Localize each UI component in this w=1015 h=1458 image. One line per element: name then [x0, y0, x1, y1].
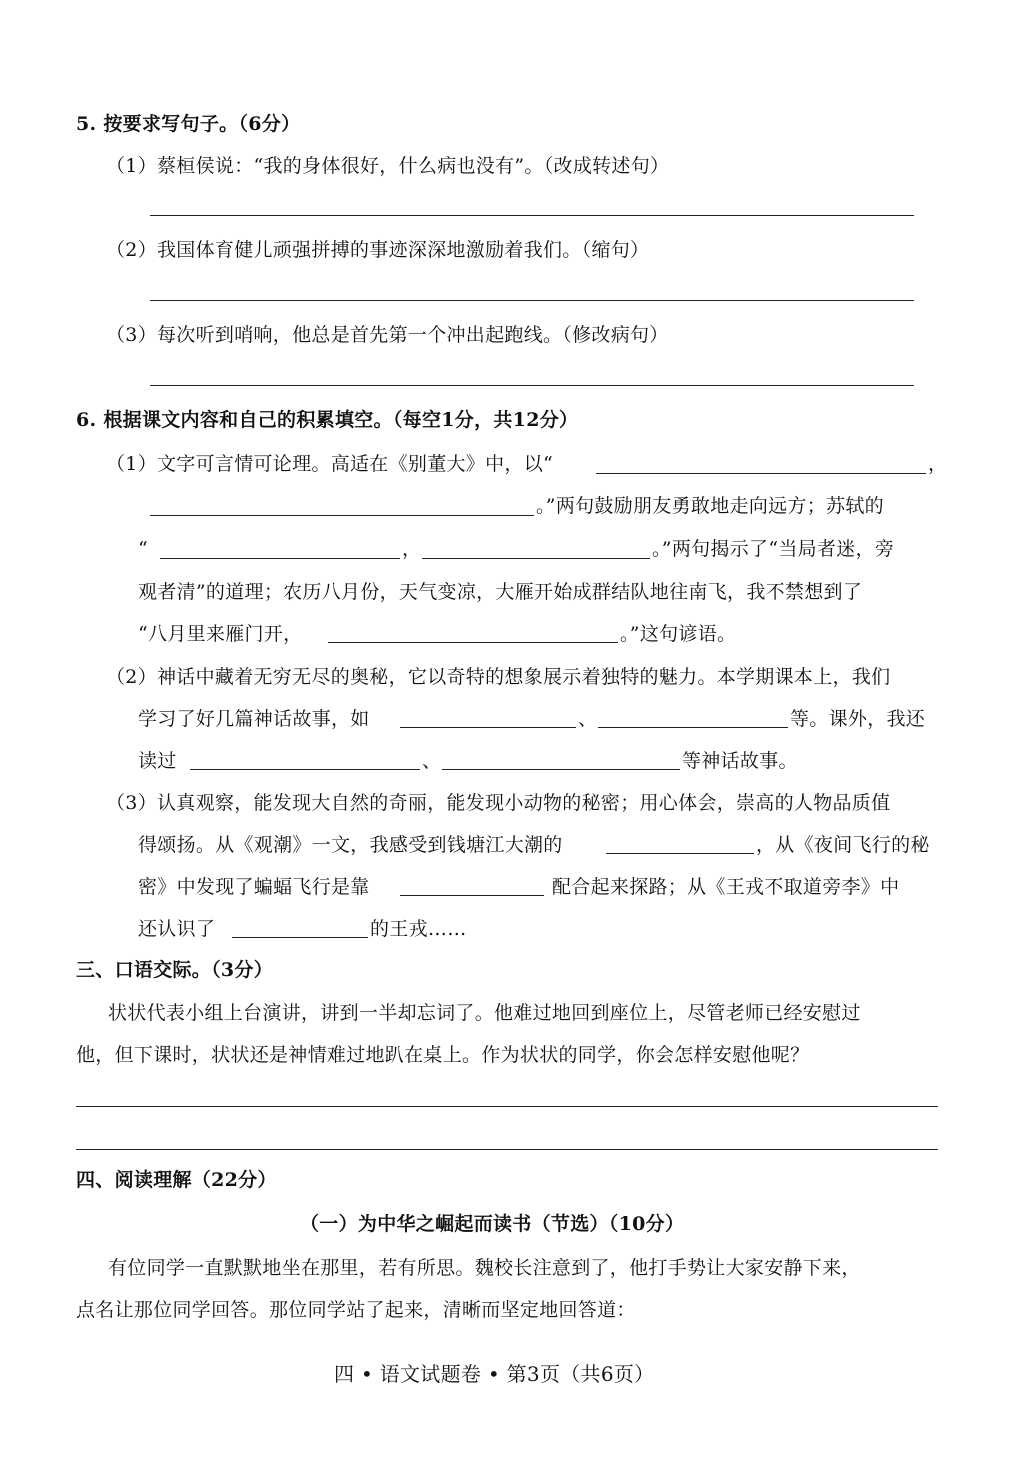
punct: 、	[578, 708, 598, 730]
answer-line[interactable]	[150, 215, 914, 216]
s4-line: 有位同学一直默默地坐在那里，若有所思。魏校长注意到了，他打手势让大家安静下来，	[108, 1257, 861, 1279]
answer-line[interactable]	[150, 300, 914, 301]
punct: 、	[422, 750, 442, 772]
fill-blank[interactable]	[422, 558, 650, 559]
punct: ，	[402, 538, 422, 560]
page-footer: 四 • 语文试题卷 • 第3页（共6页）	[334, 1362, 655, 1386]
q6-p1-text: “八月里来雁门开，	[138, 623, 303, 645]
q6-title: 6. 根据课文内容和自己的积累填空。（每空1分，共12分）	[76, 409, 579, 431]
q6-p3-text: 还认识了	[138, 918, 216, 940]
q6-p1-text: 。”这句谚语。	[620, 623, 737, 645]
q6-p2-text: 等。课外，我还	[790, 708, 926, 730]
q6-p2-text: 学习了好几篇神话故事，如	[138, 708, 370, 730]
fill-blank[interactable]	[400, 895, 544, 896]
fill-blank[interactable]	[606, 853, 754, 854]
q6-p2-text: 等神话故事。	[682, 750, 798, 772]
fill-blank[interactable]	[442, 769, 680, 770]
q6-p3-text: ，从《夜间飞行的秘	[756, 834, 930, 856]
fill-blank[interactable]	[232, 937, 368, 938]
q5-item-3: （3）每次听到哨响，他总是首先第一个冲出起跑线。（修改病句）	[106, 324, 669, 346]
answer-line[interactable]	[76, 1106, 938, 1107]
q5-title: 5. 按要求写句子。（6分）	[76, 113, 301, 135]
answer-line[interactable]	[150, 385, 914, 386]
q5-item-1: （1）蔡桓侯说：“我的身体很好，什么病也没有”。（改成转述句）	[106, 155, 670, 177]
q6-p1-text: 。”两句揭示了“当局者迷，旁	[652, 538, 895, 560]
q6-p3-text: （3）认真观察，能发现大自然的奇丽，能发现小动物的秘密；用心体会，崇高的人物品质值	[106, 792, 891, 814]
s4-title: 四、阅读理解（22分）	[76, 1169, 277, 1191]
q6-p1-text: 。”两句鼓励朋友勇敢地走向远方；苏轼的	[536, 495, 884, 517]
fill-blank[interactable]	[150, 515, 534, 516]
q6-p1-text: 观者清”的道理；农历八月份，天气变凉，大雁开始成群结队地往南飞，我不禁想到了	[138, 581, 863, 603]
s3-line: 状状代表小组上台演讲，讲到一半却忘词了。他难过地回到座位上，尽管老师已经安慰过	[108, 1002, 861, 1024]
q6-p3-text: 配合起来探路；从《王戎不取道旁李》中	[552, 876, 900, 898]
punct: ，	[928, 453, 948, 475]
fill-blank[interactable]	[598, 727, 788, 728]
q6-p2-text: （2）神话中藏着无穷无尽的奥秘，它以奇特的想象展示着独特的魅力。本学期课本上，我们	[106, 666, 891, 688]
fill-blank[interactable]	[596, 473, 926, 474]
punct: “	[138, 538, 149, 560]
fill-blank[interactable]	[160, 558, 400, 559]
q6-p3-text: 密》中发现了蝙蝠飞行是靠	[138, 876, 370, 898]
s3-title: 三、口语交际。（3分）	[76, 959, 274, 981]
fill-blank[interactable]	[400, 727, 576, 728]
q6-p3-text: 的王戎……	[370, 918, 467, 940]
s3-line: 他，但下课时，状状还是神情难过地趴在桌上。作为状状的同学，你会怎样安慰他呢？	[76, 1044, 810, 1066]
q6-p1-text: （1）文字可言情可论理。高适在《别董大》中，以“	[106, 453, 554, 475]
fill-blank[interactable]	[190, 769, 420, 770]
q6-p3-text: 得颂扬。从《观潮》一文，我感受到钱塘江大潮的	[138, 834, 563, 856]
answer-line[interactable]	[76, 1149, 938, 1150]
s4-line: 点名让那位同学回答。那位同学站了起来，清晰而坚定地回答道：	[76, 1299, 636, 1321]
s4-subtitle: （一）为中华之崛起而读书（节选）（10分）	[300, 1213, 685, 1235]
q6-p2-text: 读过	[138, 750, 177, 772]
fill-blank[interactable]	[328, 642, 618, 643]
q5-item-2: （2）我国体育健儿顽强拼搏的事迹深深地激励着我们。（缩句）	[106, 239, 650, 261]
